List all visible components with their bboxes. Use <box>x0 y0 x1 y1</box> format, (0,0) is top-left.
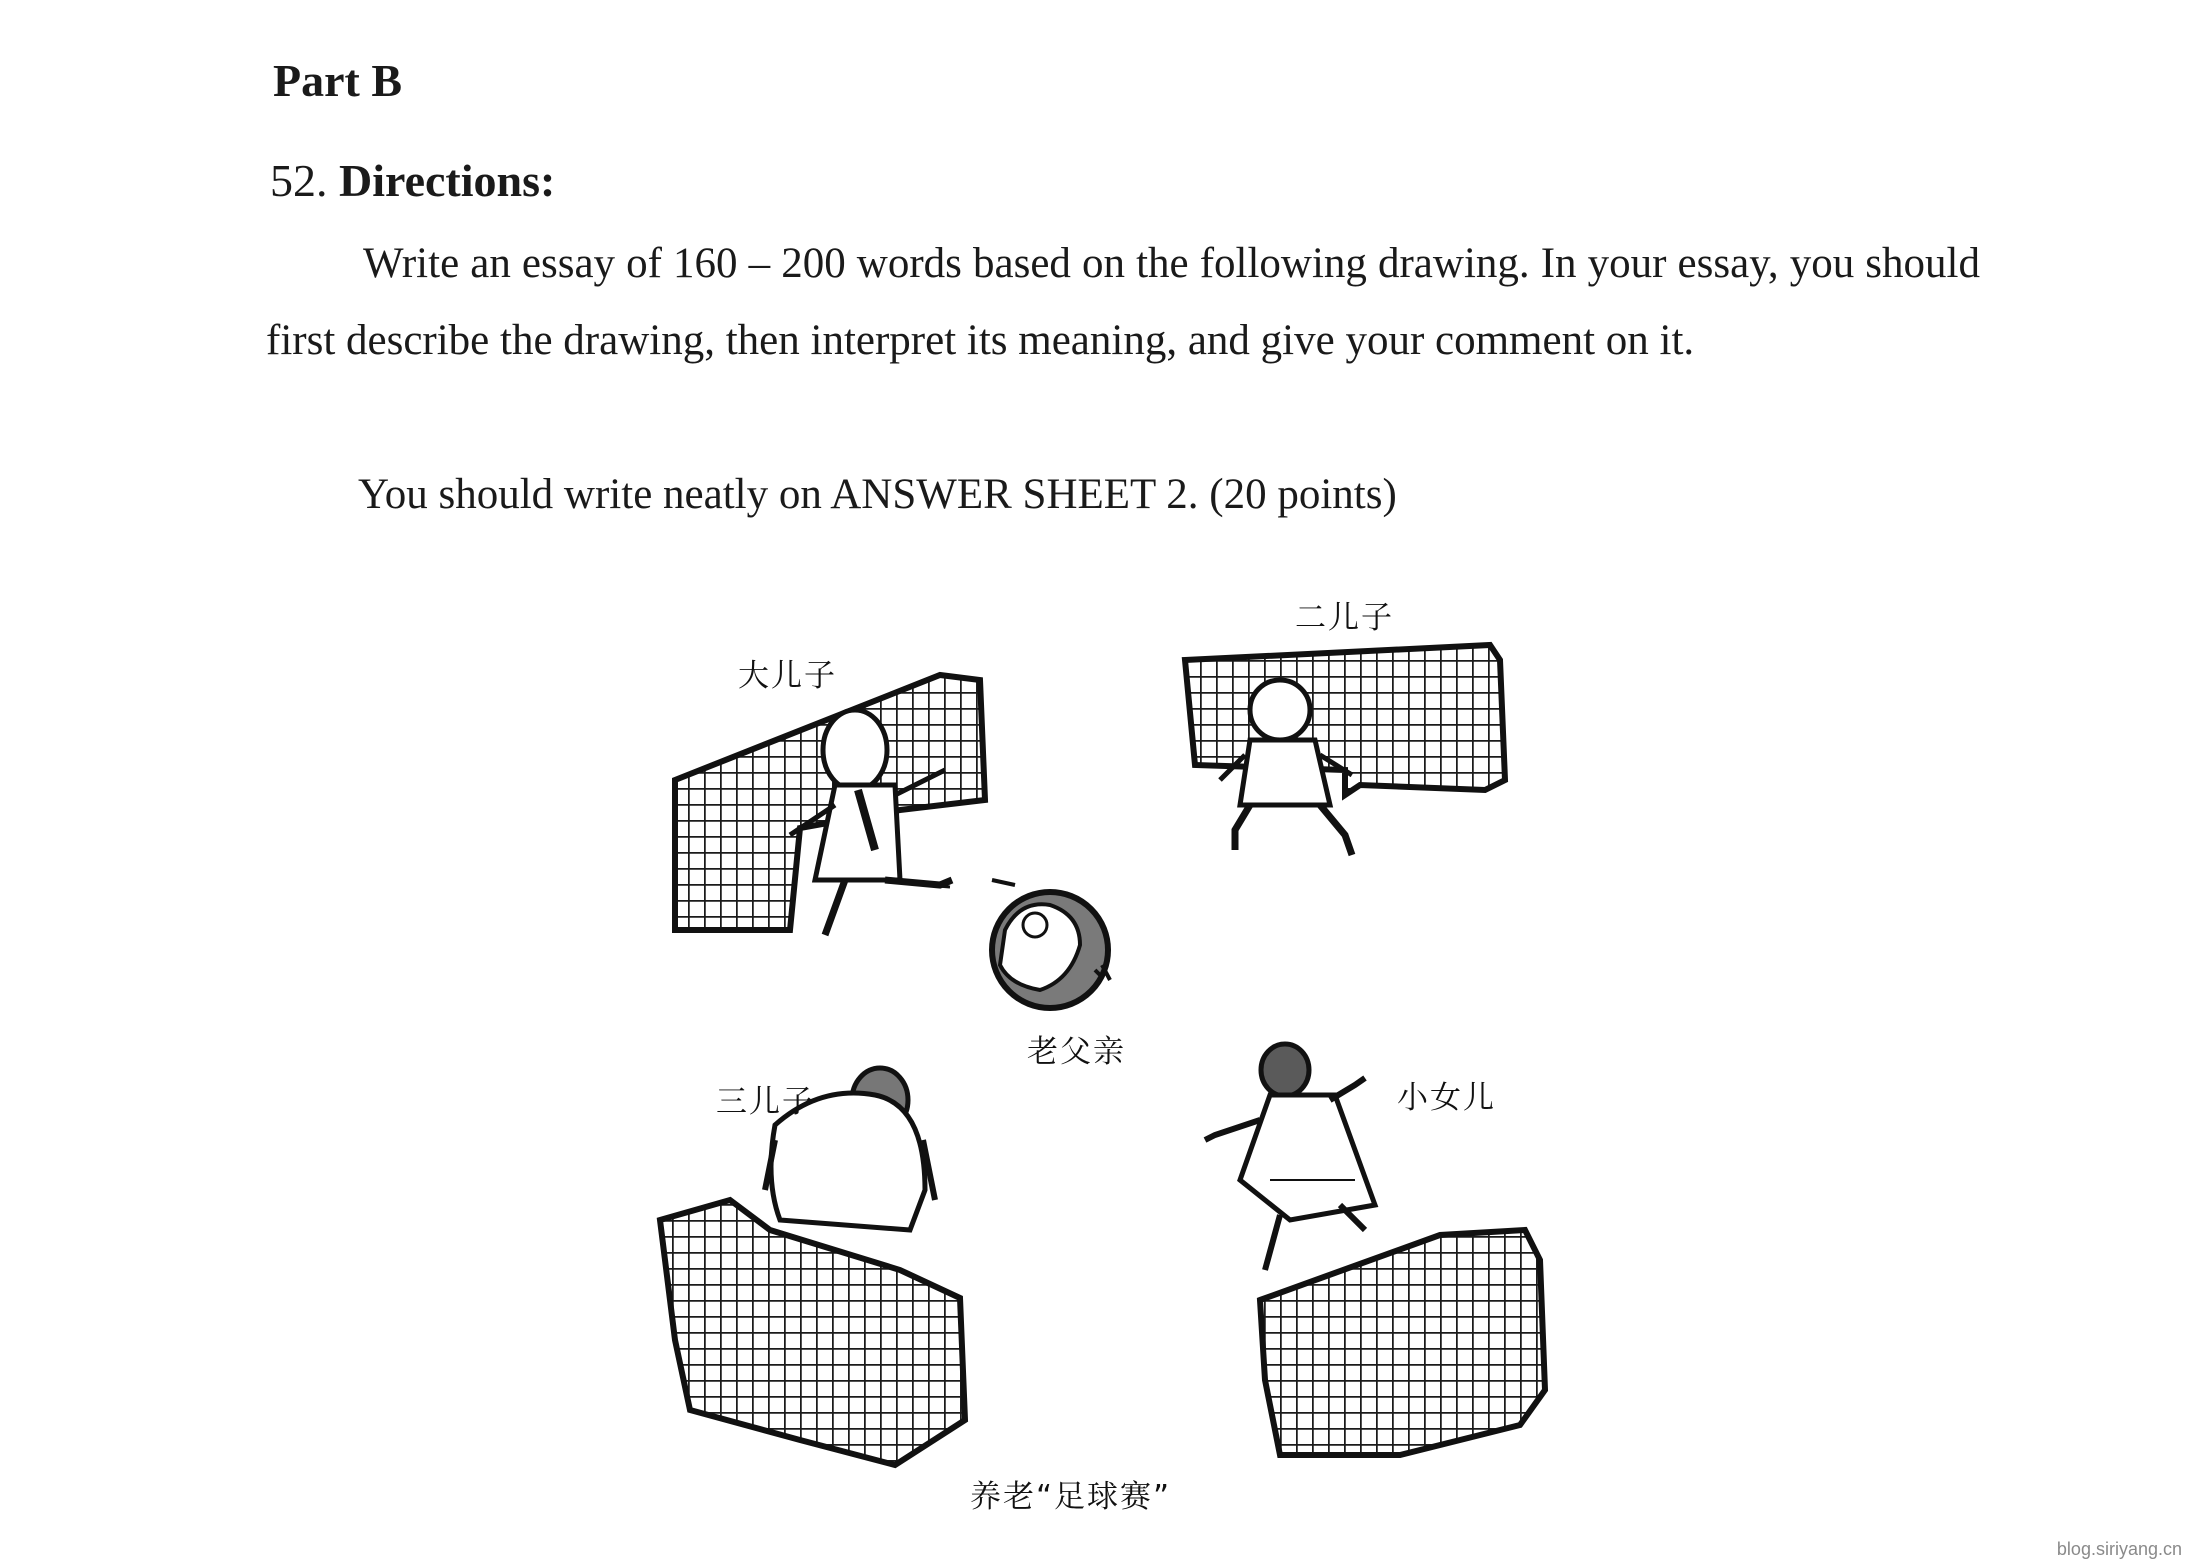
directions-label: Directions: <box>339 155 556 206</box>
answer-sheet-instruction: You should write neatly on ANSWER SHEET 2. (20 points) <box>358 471 1397 518</box>
label-third-son: 三儿子 <box>716 1084 815 1120</box>
part-heading: Part B <box>273 55 403 106</box>
cartoon-drawing <box>640 580 1600 1520</box>
label-second-son: 二儿子 <box>1295 600 1394 636</box>
question-number: 52. <box>270 155 328 206</box>
label-father: 老父亲 <box>1027 1034 1126 1070</box>
goal-bottom-left <box>660 1200 965 1465</box>
figure-daughter <box>1205 1044 1375 1270</box>
label-eldest-son: 大儿子 <box>738 658 837 694</box>
figure-caption: 养老“足球赛” <box>970 1479 1172 1515</box>
directions-paragraph: Write an essay of 160 – 200 words based on the following drawing. In your essay, you should first describe the drawing, then interpret its meaning, and give your comment on it. <box>266 240 1980 364</box>
watermark: blog.siriyang.cn <box>2056 1539 2182 1559</box>
question-heading <box>270 154 555 207</box>
motion-line <box>925 885 950 887</box>
father-ball <box>992 880 1110 1008</box>
goal-bottom-right <box>1260 1230 1545 1455</box>
label-daughter: 小女儿 <box>1397 1080 1496 1116</box>
